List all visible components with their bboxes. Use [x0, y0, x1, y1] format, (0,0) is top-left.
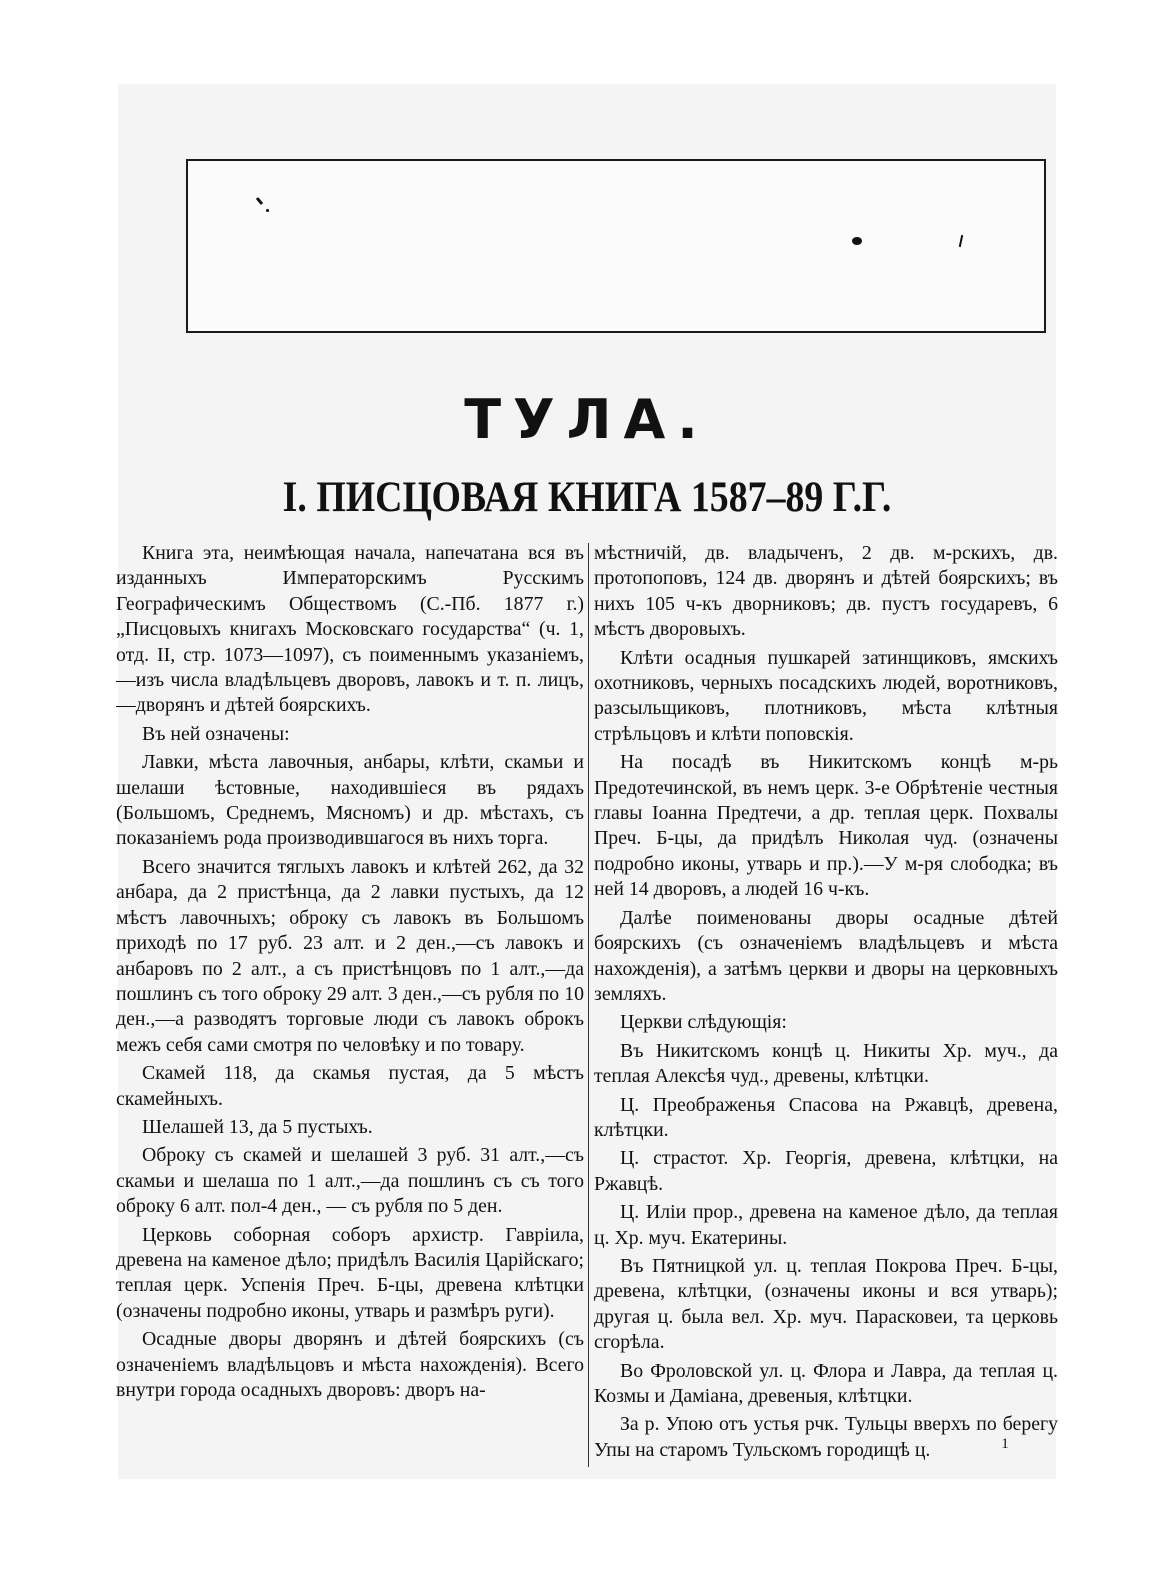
paragraph: Шелашей 13, да 5 пустыхъ.	[142, 1115, 373, 1138]
column-divider	[588, 543, 589, 1467]
section-title: I. ПИСЦОВАЯ КНИГА 1587–89 Г.Г.	[282, 474, 892, 521]
ink-speck	[852, 237, 862, 245]
paragraph: Книга эта, неимѣющая начала, напечатана вся въ изданныхъ Императорскимъ Русскимъ Географическимъ Обществомъ (С.-Пб. 1877 г.) „Писцовыхъ книгахъ Московскаго государства“ (ч. 1, отд. II, стр. 1073—1097), съ поименнымъ указаніемъ,—изъ числа владѣльцевъ дворовъ, лавокъ и т. п. лицъ,—дворянъ и дѣтей боярскихъ.	[116, 542, 584, 717]
paragraph: Церковь соборная соборъ архистр. Гавріила, древена на каменое дѣло; придѣлъ Василія Царійскаго; теплая церк. Успенія Преч. Б-цы, древена клѣтцки (означены подробно иконы, утварь и размѣръ руги).	[116, 1223, 584, 1322]
paragraph: Ц. Иліи прор., древена на каменое дѣло, да теплая ц. Хр. муч. Екатерины.	[594, 1201, 1058, 1249]
page-number: 1	[1001, 1436, 1009, 1452]
paragraph: Во Фроловской ул. ц. Флора и Лавра, да теплая ц. Козмы и Дамiана, древеныя, клѣтцки.	[594, 1359, 1058, 1407]
paragraph: Ц. страстот. Хр. Георгія, древена, клѣтцки, на Ржавцѣ.	[594, 1147, 1058, 1195]
paragraph: Лавки, мѣста лавочныя, анбары, клѣти, скамьи и шелаши ѣстовные, находившіеся въ рядахъ (Большомъ, Среднемъ, Мясномъ) и др. мѣстахъ, съ показаніемъ рода производившагося въ нихъ торга.	[116, 751, 584, 850]
paragraph: Въ Пятницкой ул. ц. теплая Покрова Преч. Б-цы, древена, клѣтцки, (означены иконы и вся утварь); другая ц. была вел. Хр. муч. Парасковеи, та церковь сгорѣла.	[594, 1254, 1058, 1354]
paragraph: Всего значится тяглыхъ лавокъ и клѣтей 262, да 32 анбара, да 2 пристѣнца, да 2 лавки пустыхъ, да 12 мѣстъ лавочныхъ; оброку съ лавокъ въ Большомъ приходѣ по 17 руб. 23 алт. и 2 ден.,—съ лавокъ и анбаровъ по 2 алт., а съ пристѣнцовъ по 1 алт.,—да пошлинъ съ того оброку 29 алт. 3 ден.,—съ рубля по 10 ден.,—а разводятъ торговые люди съ лавокъ оброкъ межъ себя сами смотря по человѣку и по товару.	[116, 855, 584, 1056]
right-text-column	[594, 541, 1058, 1467]
left-text-column	[116, 541, 584, 1467]
ink-speck	[256, 197, 263, 205]
paragraph: Осадные дворы дворянъ и дѣтей боярскихъ (съ означеніемъ владѣльцовъ и мѣста нахожденія). Всего внутри города осадныхъ дворовъ: дворъ на-	[116, 1328, 584, 1401]
ink-speck	[959, 235, 963, 247]
paragraph: За р. Упою отъ устья рчк. Тульцы вверхъ по берегу Упы на старомъ Тульскомъ городищѣ ц.	[594, 1413, 1058, 1461]
blank-frame	[186, 159, 1046, 333]
paragraph: Церкви слѣдующія:	[620, 1011, 787, 1034]
paragraph: Въ ней означены:	[142, 722, 290, 745]
paragraph: Скамей 118, да скамья пустая, да 5 мѣстъ скамейныхъ.	[116, 1062, 584, 1110]
paragraph: Ц. Преображенья Спасова на Ржавцѣ, древена, клѣтцки.	[594, 1093, 1058, 1141]
paragraph: мѣстничій, дв. владыченъ, 2 дв. м-рскихъ, дв. протопоповъ, 124 дв. дворянъ и дѣтей боярскихъ; въ нихъ 105 ч-къ дворниковъ; дв. пустъ государевъ, 6 мѣстъ дворовыхъ.	[594, 542, 1058, 641]
paragraph: Клѣти осадныя пушкарей затинщиковъ, ямскихъ охотниковъ, черныхъ посадскихъ людей, воротниковъ, разсыльщиковъ, плотниковъ, мѣста клѣтныя стрѣльцовъ и клѣти поповскія.	[594, 646, 1058, 745]
paragraph: Въ Никитскомъ концѣ ц. Никиты Хр. муч., да теплая Алексѣя чуд., древены, клѣтцки.	[594, 1039, 1058, 1088]
paragraph: На посадѣ въ Никитскомъ концѣ м-рь Предотечинской, въ немъ церк. 3-е Обрѣтеніе честныя главы Іоанна Предтечи, а др. теплая церк. Похвалы Преч. Б-цы, да придѣлъ Николая чуд. (означены подробно иконы, утварь и пр.).—У м-ря слободка; въ ней 14 дворовъ, а людей 16 ч-къ.	[594, 751, 1058, 901]
paragraph: Оброку съ скамей и шелашей 3 руб. 31 алт.,—съ скамьи и шелаша по 1 алт.,—да пошлинъ съ съ того оброку 6 алт. пол-4 ден., — съ рубля по 5 ден.	[116, 1144, 584, 1218]
paragraph: Далѣе поименованы дворы осадные дѣтей боярскихъ (съ означеніемъ владѣльцевъ и мѣста нахожденія), а затѣмъ церкви и дворы на церковныхъ земляхъ.	[594, 906, 1058, 1005]
page-title: ТУЛА.	[464, 388, 710, 451]
ink-speck	[266, 209, 269, 212]
